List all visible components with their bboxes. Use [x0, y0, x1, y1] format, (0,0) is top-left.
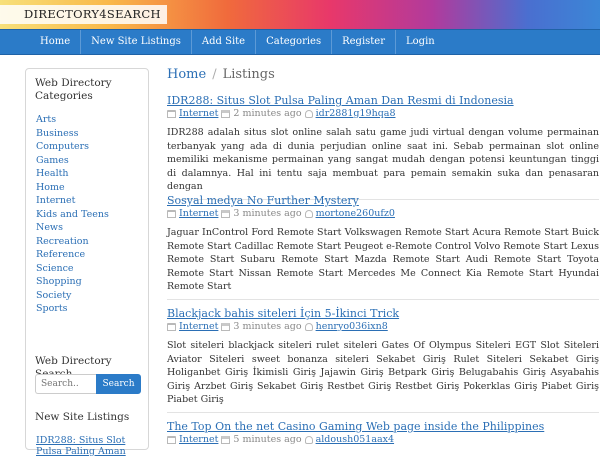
- breadcrumb-current: Listings: [222, 67, 275, 82]
- listing-title[interactable]: IDR288: Situs Slot Pulsa Paling Aman Dan Resmi di Indonesia: [167, 94, 514, 107]
- listing-meta: [167, 434, 599, 446]
- listing-item: [167, 420, 599, 446]
- nav-home[interactable]: Home: [30, 30, 81, 54]
- categories-heading: Web Directory Categories: [35, 77, 112, 102]
- listing-title[interactable]: Blackjack bahis siteleri İçin 5-İkinci Trick: [167, 307, 400, 320]
- listing-category[interactable]: Internet: [179, 208, 219, 219]
- category-sports[interactable]: Sports: [36, 303, 68, 314]
- folder-icon: [167, 323, 176, 331]
- user-icon: [305, 110, 313, 118]
- search-input[interactable]: [35, 374, 96, 394]
- listing-description: Jaguar InControl Ford Remote Start Volkswagen Remote Start Acura Remote Start Buick Remote Start Cadillac Remote Start Peugeot e-Remote Control Volvo Remote Start Lexus Remote Start Subaru Remote Start Mazda Remote Start Audi Remote Start Toyota Remote Start Nissan Remote Start Mercedes Me Connect Kia Remote Start Hyundai Remote Start: [167, 227, 599, 292]
- nav-add-site[interactable]: Add Site: [192, 30, 256, 54]
- new-listing-link[interactable]: IDR288: Situs Slot Pulsa Paling Aman: [36, 435, 126, 457]
- category-home[interactable]: Home: [36, 181, 65, 193]
- listing-description: Slot siteleri blackjack siteleri rulet siteleri Gates Of Olympus Siteleri EGT Slot Siteleri Aviator Siteleri sweet bonanza siteleri Sekabet Giriş Rulet Siteleri Sekabet Giriş Holiganbet Giriş İkimisli Giriş Jajawin Giriş Betpark Giriş Belugabahis Giriş Asyabahis Giriş Arzbet Giriş Sekabet Giriş Restbet Giriş Restbet Giriş Pokerklas Giriş Piabet Giriş Piabet Giriş: [167, 340, 599, 405]
- category-science[interactable]: Science: [36, 262, 74, 274]
- calendar-icon: [221, 323, 230, 331]
- category-news[interactable]: News: [36, 222, 63, 233]
- category-kids-and-teens[interactable]: Kids and Teens: [36, 208, 109, 220]
- category-internet[interactable]: Internet: [36, 195, 76, 206]
- nav-login[interactable]: Login: [406, 36, 435, 47]
- nav-register[interactable]: Register: [332, 30, 396, 54]
- listing-user[interactable]: mortone260ufz0: [315, 208, 395, 219]
- listing-title[interactable]: The Top On the net Casino Gaming Web page inside the Philippines: [167, 420, 545, 433]
- calendar-icon: [221, 210, 230, 218]
- folder-icon: [167, 210, 176, 218]
- listing-time: 3 minutes ago: [233, 208, 302, 219]
- calendar-icon: [221, 110, 230, 118]
- listing-user[interactable]: aldoush051aax4: [315, 434, 395, 445]
- listing-category[interactable]: Internet: [179, 434, 219, 445]
- listing-user[interactable]: henryo036ixn8: [315, 321, 388, 332]
- category-reference[interactable]: Reference: [36, 249, 86, 260]
- category-society[interactable]: Society: [36, 289, 72, 301]
- listing-description: IDR288 adalah situs slot online salah satu game judi virtual dengan volume permainan terbanyak yang ada di dunia perjudian online saat ini. Sebab permainan slot online memiliki mekanisme permainan yang sangat mudah dengan potensi keuntungan tinggi di dalamnya. Hal ini tentu saja membuat para pemain semakin suka dan penasaran dengan: [167, 127, 599, 192]
- user-icon: [305, 436, 313, 444]
- category-business[interactable]: Business: [36, 127, 79, 139]
- breadcrumb-home[interactable]: Home: [167, 67, 207, 82]
- search-button[interactable]: Search: [96, 374, 141, 394]
- nav-categories[interactable]: Categories: [256, 30, 332, 54]
- listing-user[interactable]: idr2881g19hqa8: [315, 108, 396, 119]
- listing-time: 3 minutes ago: [233, 321, 302, 332]
- user-icon: [305, 323, 313, 331]
- listing-meta: [167, 108, 599, 120]
- main-content: [167, 66, 599, 445]
- category-games[interactable]: Games: [36, 154, 69, 166]
- category-recreation[interactable]: Recreation: [36, 235, 89, 247]
- listing-category[interactable]: Internet: [179, 108, 219, 119]
- sidebar: [25, 68, 149, 457]
- listing-meta: [167, 208, 599, 220]
- listing-item: [167, 194, 599, 300]
- folder-icon: [167, 110, 176, 118]
- listing-divider: [167, 412, 599, 413]
- listing-category[interactable]: Internet: [179, 321, 219, 332]
- main-navbar: [0, 29, 600, 55]
- listing-title[interactable]: Sosyal medya No Further Mystery: [167, 194, 359, 207]
- listing-time: 2 minutes ago: [233, 108, 302, 119]
- calendar-icon: [221, 436, 230, 444]
- category-computers[interactable]: Computers: [36, 141, 90, 152]
- category-arts[interactable]: Arts: [36, 114, 57, 125]
- folder-icon: [167, 436, 176, 444]
- listing-item: [167, 307, 599, 413]
- search-heading: Web Directory: [35, 355, 112, 367]
- site-logo[interactable]: DIRECTORY4SEARCH: [0, 5, 167, 24]
- nav-new-site-listings[interactable]: New Site Listings: [81, 30, 192, 54]
- search-form: [35, 374, 141, 394]
- listing-meta: [167, 321, 599, 333]
- listing-time: 5 minutes ago: [233, 434, 302, 445]
- user-icon: [305, 210, 313, 218]
- category-list: [36, 113, 109, 316]
- listing-divider: [167, 299, 599, 300]
- category-shopping[interactable]: Shopping: [36, 276, 82, 287]
- breadcrumb-separator: /: [212, 67, 217, 82]
- header-banner: [0, 0, 600, 30]
- new-listings-heading: New Site Listings: [35, 411, 130, 423]
- listing-item: [167, 94, 599, 200]
- category-health[interactable]: Health: [36, 168, 69, 179]
- breadcrumb: [167, 66, 599, 86]
